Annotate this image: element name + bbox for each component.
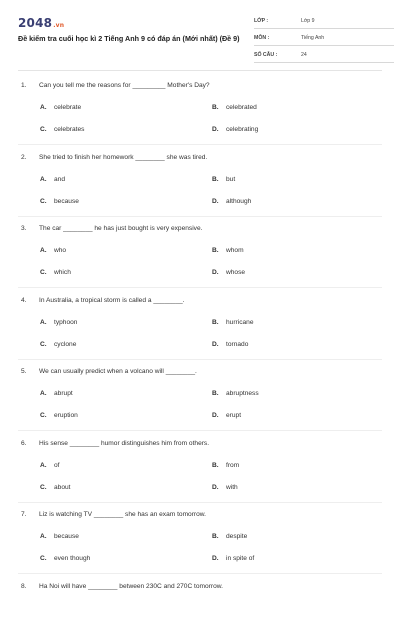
option-letter: C.: [40, 412, 47, 419]
question-text: In Australia, a tropical storm is called a ________.: [39, 297, 185, 304]
option-letter: A.: [40, 176, 47, 183]
header-divider: [18, 70, 382, 71]
option-letter: C.: [40, 341, 47, 348]
question-separator: [18, 573, 382, 574]
option-letter: D.: [212, 126, 219, 133]
answer-option[interactable]: [212, 104, 257, 111]
answer-option[interactable]: [212, 176, 235, 183]
option-text: celebrating: [226, 126, 259, 133]
option-letter: C.: [40, 126, 47, 133]
meta-value: Lớp 9: [301, 18, 315, 24]
answer-option[interactable]: [212, 319, 254, 326]
question-separator: [18, 287, 382, 288]
question-stem: [18, 368, 382, 378]
option-text: in spite of: [226, 555, 255, 562]
answer-option[interactable]: [40, 390, 73, 397]
question-number: 4.: [21, 297, 27, 304]
option-text: who: [54, 247, 67, 254]
question-item: [18, 297, 382, 353]
question-number: 1.: [21, 82, 27, 89]
option-text: celebrates: [54, 126, 85, 133]
question-number: 3.: [21, 225, 27, 232]
option-letter: D.: [212, 555, 219, 562]
answer-option[interactable]: [40, 198, 79, 205]
option-letter: A.: [40, 247, 47, 254]
option-text: from: [226, 462, 240, 469]
answer-option[interactable]: [40, 555, 90, 562]
option-letter: A.: [40, 390, 47, 397]
option-text: of: [54, 462, 60, 469]
option-text: erupt: [226, 412, 242, 419]
option-letter: A.: [40, 533, 47, 540]
option-text: abrupt: [54, 390, 73, 397]
option-text: celebrate: [54, 104, 82, 111]
question-separator: [18, 144, 382, 145]
question-stem: [18, 82, 382, 92]
question-separator: [18, 502, 382, 503]
option-text: and: [54, 176, 66, 183]
option-letter: D.: [212, 198, 219, 205]
meta-row-class: [254, 14, 394, 29]
meta-label: MÔN :: [254, 35, 270, 41]
meta-label: SỐ CÂU :: [254, 52, 278, 58]
question-number: 6.: [21, 440, 27, 447]
answer-option[interactable]: [212, 390, 259, 397]
question-separator: [18, 359, 382, 360]
option-letter: D.: [212, 269, 219, 276]
answer-option[interactable]: [40, 462, 60, 469]
option-text: which: [54, 269, 71, 276]
answer-option[interactable]: [212, 462, 239, 469]
option-letter: D.: [212, 412, 219, 419]
question-number: 7.: [21, 511, 27, 518]
meta-row-subject: [254, 31, 394, 46]
answer-option[interactable]: [40, 484, 71, 491]
meta-value: Tiếng Anh: [301, 35, 325, 41]
question-text: Can you tell me the reasons for _________ Mother's Day?: [39, 82, 210, 89]
option-letter: B.: [212, 390, 219, 397]
question-number: 8.: [21, 583, 27, 590]
option-text: because: [54, 533, 79, 540]
option-letter: C.: [40, 484, 47, 491]
option-text: but: [226, 176, 236, 183]
question-stem: [18, 511, 382, 521]
option-text: about: [54, 484, 71, 491]
answer-option[interactable]: [212, 412, 241, 419]
logo-suffix: .vn: [53, 22, 65, 29]
option-letter: B.: [212, 176, 219, 183]
option-text: despite: [226, 533, 248, 540]
logo-text: 2048: [18, 16, 53, 30]
option-text: although: [226, 198, 252, 205]
answer-option[interactable]: [212, 533, 247, 540]
question-stem: [18, 225, 382, 235]
question-item: [18, 154, 382, 210]
answer-option[interactable]: [212, 126, 258, 133]
option-text: with: [226, 484, 238, 491]
question-stem: [18, 583, 382, 593]
question-item: [18, 440, 382, 496]
option-text: eruption: [54, 412, 78, 419]
option-text: whom: [226, 247, 244, 254]
option-text: abruptness: [226, 390, 259, 397]
option-letter: B.: [212, 247, 219, 254]
option-text: typhoon: [54, 319, 78, 326]
option-letter: B.: [212, 104, 219, 111]
answer-option[interactable]: [212, 247, 244, 254]
question-stem: [18, 297, 382, 307]
question-text: The car ________ he has just bought is very expensive.: [39, 225, 203, 232]
question-item: [18, 583, 382, 639]
option-letter: B.: [212, 319, 219, 326]
page-title: Đề kiểm tra cuối học kì 2 Tiếng Anh 9 có đáp án (Mới nhất) (Đề 9): [18, 34, 240, 43]
question-stem: [18, 154, 382, 164]
option-letter: D.: [212, 484, 219, 491]
question-text: She tried to finish her homework ________ she was tired.: [39, 154, 208, 161]
option-text: celebrated: [226, 104, 257, 111]
answer-option[interactable]: [212, 341, 248, 348]
page-header: [18, 12, 388, 66]
meta-value: 24: [301, 52, 307, 58]
answer-option[interactable]: [40, 341, 76, 348]
question-item: [18, 368, 382, 424]
option-letter: C.: [40, 555, 47, 562]
question-stem: [18, 440, 382, 450]
option-text: even though: [54, 555, 91, 562]
site-logo[interactable]: [18, 16, 64, 30]
question-text: Liz is watching TV ________ she has an exam tomorrow.: [39, 511, 207, 518]
option-letter: B.: [212, 462, 219, 469]
question-item: [18, 511, 382, 567]
option-letter: C.: [40, 269, 47, 276]
quiz-meta: [254, 14, 394, 65]
question-separator: [18, 430, 382, 431]
option-letter: A.: [40, 462, 47, 469]
question-separator: [18, 216, 382, 217]
option-letter: D.: [212, 341, 219, 348]
answer-option[interactable]: [212, 555, 254, 562]
option-text: tornado: [226, 341, 249, 348]
answer-option[interactable]: [40, 269, 71, 276]
question-text: We can usually predict when a volcano will ________.: [39, 368, 197, 375]
answer-option[interactable]: [40, 412, 78, 419]
option-letter: A.: [40, 319, 47, 326]
question-text: Ha Noi will have ________ between 230C and 270C tomorrow.: [39, 583, 224, 590]
meta-label: LỚP :: [254, 18, 269, 24]
answer-option[interactable]: [212, 484, 238, 491]
question-item: [18, 225, 382, 281]
option-letter: C.: [40, 198, 47, 205]
option-text: whose: [226, 269, 246, 276]
option-letter: A.: [40, 104, 47, 111]
answer-option[interactable]: [40, 319, 77, 326]
option-text: hurricane: [226, 319, 254, 326]
answer-option[interactable]: [40, 247, 66, 254]
answer-option[interactable]: [40, 104, 81, 111]
answer-option[interactable]: [212, 198, 251, 205]
question-text: His sense ________ humor distinguishes him from others.: [39, 440, 210, 447]
answer-option[interactable]: [40, 533, 79, 540]
option-text: because: [54, 198, 79, 205]
question-number: 5.: [21, 368, 27, 375]
meta-row-question-count: [254, 48, 394, 63]
option-letter: B.: [212, 533, 219, 540]
question-number: 2.: [21, 154, 27, 161]
answer-option[interactable]: [212, 269, 245, 276]
answer-option[interactable]: [40, 176, 65, 183]
answer-option[interactable]: [40, 126, 84, 133]
question-item: [18, 82, 382, 138]
option-text: cyclone: [54, 341, 77, 348]
